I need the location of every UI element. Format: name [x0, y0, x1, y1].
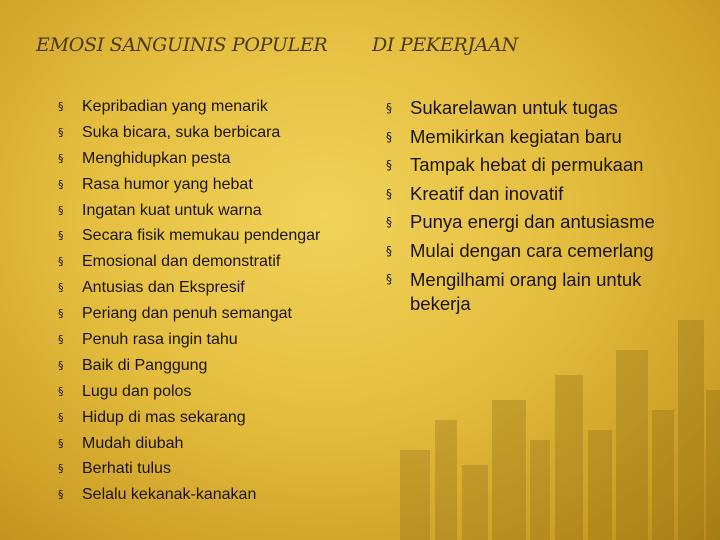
trait-list-right — [386, 94, 706, 316]
city-skyline-decoration — [390, 280, 720, 540]
square-bullet-icon: § — [386, 186, 392, 201]
square-bullet-icon: § — [58, 100, 64, 113]
list-item-text: Mulai dengan cara cemerlang — [410, 239, 654, 261]
square-bullet-icon: § — [58, 358, 64, 372]
list-item — [58, 223, 358, 249]
list-item-text: Kepribadian yang menarik — [82, 98, 268, 115]
list-item-text: Rasa humor yang hebat — [82, 175, 253, 193]
list-item-text: Sukarelawan untuk tugas — [410, 97, 618, 118]
square-bullet-icon: § — [386, 101, 392, 115]
list-item — [58, 172, 358, 198]
list-item — [58, 431, 358, 457]
list-item — [386, 180, 706, 209]
square-bullet-icon: § — [58, 151, 64, 165]
list-item — [58, 198, 358, 224]
square-bullet-icon: § — [58, 307, 64, 321]
list-item-text: Menghidupkan pesta — [82, 149, 231, 167]
list-item-text: Antusias dan Ekspresif — [82, 279, 245, 297]
list-item — [58, 379, 358, 405]
list-item-text: Baik di Panggung — [82, 356, 208, 374]
square-bullet-icon: § — [58, 281, 64, 295]
square-bullet-icon: § — [58, 462, 64, 476]
square-bullet-icon: § — [58, 384, 64, 398]
list-item-text: Mudah diubah — [82, 434, 184, 452]
list-item — [386, 94, 706, 123]
list-item — [58, 301, 358, 327]
square-bullet-icon: § — [58, 410, 64, 424]
square-bullet-icon: § — [58, 203, 64, 217]
trait-list-left — [58, 94, 358, 508]
square-bullet-icon: § — [58, 177, 64, 191]
square-bullet-icon: § — [58, 333, 64, 347]
list-item — [58, 405, 358, 431]
list-item-text: Periang dan penuh semangat — [82, 305, 292, 323]
list-item — [386, 123, 706, 152]
list-item-text: Lugu dan polos — [82, 382, 192, 400]
square-bullet-icon: § — [386, 272, 392, 286]
square-bullet-icon: § — [386, 129, 392, 144]
list-item-text: Berhati tulus — [82, 460, 171, 478]
list-item-text: Punya energi dan antusiasme — [410, 211, 655, 232]
heading-left: EMOSI SANGUINIS POPULER — [36, 34, 328, 56]
list-item — [58, 482, 358, 508]
square-bullet-icon: § — [386, 215, 392, 229]
list-item-text: Ingatan kuat untuk warna — [82, 201, 262, 219]
square-bullet-icon: § — [58, 488, 64, 502]
square-bullet-icon: § — [58, 436, 64, 450]
square-bullet-icon: § — [58, 255, 64, 269]
list-item — [386, 237, 706, 266]
square-bullet-icon: § — [58, 125, 64, 139]
list-item — [58, 327, 358, 353]
list-item-text: Kreatif dan inovatif — [410, 182, 564, 204]
list-item-text: Tampak hebat di permukaan — [410, 154, 644, 175]
list-item — [58, 120, 358, 146]
list-item-text: Suka bicara, suka berbicara — [82, 123, 281, 141]
list-item — [58, 94, 358, 120]
list-item-text: Memikirkan kegiatan baru — [410, 125, 622, 147]
square-bullet-icon: § — [386, 158, 392, 172]
list-item-text: Selalu kekanak-kanakan — [82, 486, 257, 504]
list-item — [386, 208, 706, 237]
list-item — [58, 456, 358, 482]
square-bullet-icon: § — [386, 243, 392, 258]
square-bullet-icon: § — [58, 229, 64, 243]
list-item-text: Hidup di mas sekarang — [82, 408, 246, 426]
list-item — [58, 146, 358, 172]
list-item — [386, 265, 706, 316]
list-item-text: Mengilhami orang lain untuk bekerja — [410, 269, 642, 314]
list-item — [58, 249, 358, 275]
list-item — [58, 353, 358, 379]
list-item-text: Penuh rasa ingin tahu — [82, 331, 238, 349]
list-item-text: Secara fisik memukau pendengar — [82, 227, 321, 245]
list-item-text: Emosional dan demonstratif — [82, 253, 281, 271]
heading-right: DI PEKERJAAN — [372, 34, 518, 56]
list-item — [386, 151, 706, 180]
list-item — [58, 275, 358, 301]
